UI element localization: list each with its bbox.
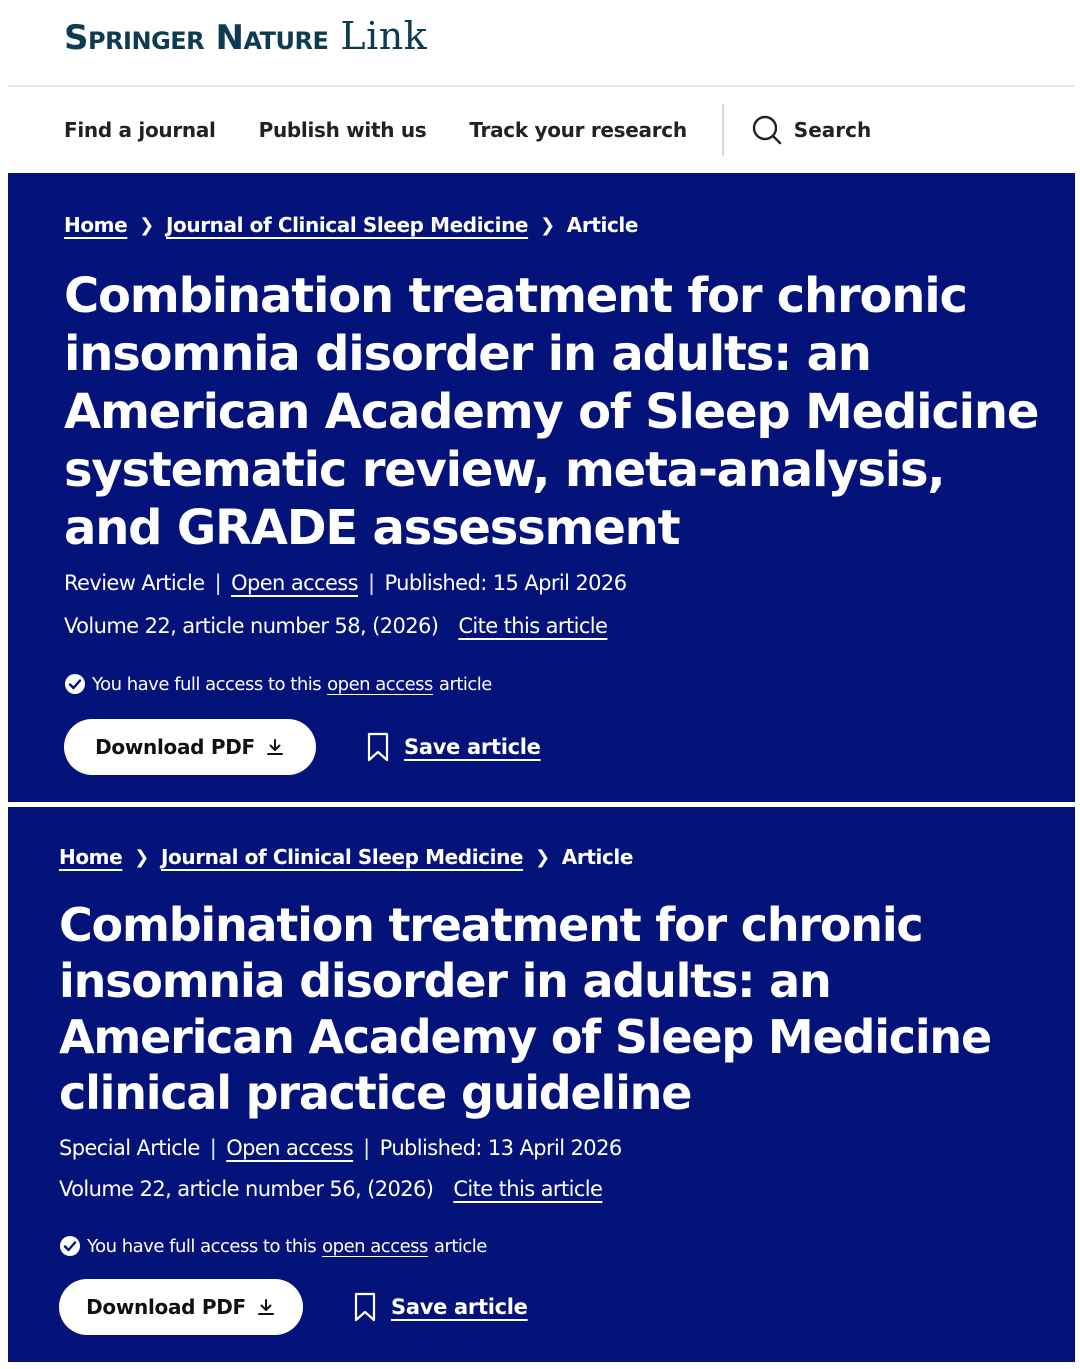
meta-separator: | xyxy=(368,571,375,595)
download-pdf-label: Download PDF xyxy=(95,735,255,759)
article-meta xyxy=(64,571,626,595)
check-circle-icon xyxy=(59,1235,81,1257)
article-meta xyxy=(59,1136,622,1160)
article-header-1 xyxy=(8,173,1075,802)
article-citation-line xyxy=(59,1177,602,1201)
access-note-text: You have full access to this xyxy=(92,673,322,695)
download-pdf-button[interactable] xyxy=(59,1279,303,1335)
download-pdf-label: Download PDF xyxy=(86,1295,246,1319)
search-icon xyxy=(752,115,782,145)
article-actions xyxy=(59,1279,528,1335)
save-article-button[interactable] xyxy=(353,1292,528,1322)
brand-name: Springer Nature xyxy=(64,18,329,58)
search-button[interactable] xyxy=(752,115,871,145)
published-date: Published: 15 April 2026 xyxy=(384,571,627,595)
access-note xyxy=(64,673,492,695)
access-note xyxy=(59,1235,487,1257)
published-date: Published: 13 April 2026 xyxy=(379,1136,622,1160)
meta-separator: | xyxy=(214,571,222,595)
breadcrumb-home[interactable]: Home xyxy=(64,213,128,237)
meta-separator: | xyxy=(209,1136,217,1160)
volume-info: Volume 22, article number 56, (2026) xyxy=(59,1177,434,1201)
save-article-label: Save article xyxy=(391,1295,528,1319)
nav-divider xyxy=(722,104,724,156)
check-circle-icon xyxy=(64,673,86,695)
article-header-2 xyxy=(8,807,1075,1362)
volume-info: Volume 22, article number 58, (2026) xyxy=(64,614,439,638)
header-divider xyxy=(8,85,1074,87)
chevron-right-icon: ❯ xyxy=(535,846,550,868)
article-title: Combination treatment for chronic insomnia disorder in adults: an American Academy of Sleep Medicine systematic review, meta-analysis, and GRADE assessment xyxy=(64,268,1039,556)
save-article-label: Save article xyxy=(404,735,541,759)
bookmark-icon xyxy=(353,1292,377,1322)
article-title: Combination treatment for chronic insomnia disorder in adults: an American Academy of Sleep Medicine clinical practice guideline xyxy=(59,898,991,1120)
breadcrumb-journal[interactable]: Journal of Clinical Sleep Medicine xyxy=(160,845,524,869)
breadcrumb xyxy=(64,213,638,237)
access-note-text: You have full access to this xyxy=(87,1235,317,1257)
open-access-link[interactable]: Open access xyxy=(226,1136,354,1160)
main-nav xyxy=(64,104,871,156)
brand-logo[interactable] xyxy=(64,14,427,58)
cite-article-link[interactable]: Cite this article xyxy=(458,614,608,638)
breadcrumb-journal[interactable]: Journal of Clinical Sleep Medicine xyxy=(165,213,529,237)
breadcrumb-current: Article xyxy=(561,845,634,869)
download-icon xyxy=(256,1297,276,1317)
save-article-button[interactable] xyxy=(366,732,541,762)
open-access-link[interactable]: Open access xyxy=(231,571,358,595)
access-note-suffix: article xyxy=(438,673,492,695)
chevron-right-icon: ❯ xyxy=(134,846,149,868)
access-note-suffix: article xyxy=(433,1235,487,1257)
nav-track-research[interactable]: Track your research xyxy=(469,118,687,142)
meta-separator: | xyxy=(363,1136,370,1160)
chevron-right-icon: ❯ xyxy=(139,214,154,236)
chevron-right-icon: ❯ xyxy=(540,214,555,236)
nav-find-journal[interactable]: Find a journal xyxy=(64,118,216,142)
breadcrumb xyxy=(59,845,633,869)
nav-publish[interactable]: Publish with us xyxy=(258,118,427,142)
article-type: Review Article xyxy=(64,571,205,595)
bookmark-icon xyxy=(366,732,390,762)
article-actions xyxy=(64,719,541,775)
access-note-link[interactable]: open access xyxy=(322,1235,428,1257)
download-icon xyxy=(265,737,285,757)
article-type: Special Article xyxy=(59,1136,200,1160)
brand-product: Link xyxy=(340,14,428,58)
breadcrumb-current: Article xyxy=(566,213,639,237)
cite-article-link[interactable]: Cite this article xyxy=(453,1177,603,1201)
search-label: Search xyxy=(793,118,872,142)
article-citation-line xyxy=(64,614,607,638)
access-note-link[interactable]: open access xyxy=(327,673,433,695)
breadcrumb-home[interactable]: Home xyxy=(59,845,123,869)
download-pdf-button[interactable] xyxy=(64,719,316,775)
